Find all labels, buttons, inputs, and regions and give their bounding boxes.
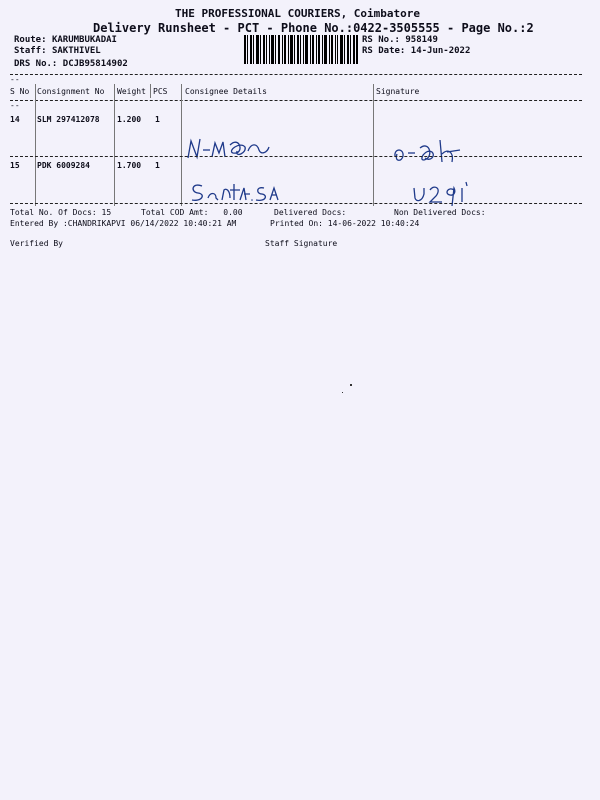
staff-signature-label: Staff Signature xyxy=(265,239,338,248)
col-header-sno: S No xyxy=(10,87,30,96)
column-header-divider xyxy=(10,100,582,101)
col-header-consignment: Consignment No xyxy=(37,87,105,96)
col-header-consignee: Consignee Details xyxy=(185,87,267,96)
table-bottom-divider xyxy=(10,203,582,204)
route-value: KARUMBUKADAI xyxy=(51,35,117,45)
column-divider xyxy=(373,84,374,206)
dash-marker: -- xyxy=(10,75,20,84)
row-pcs: 1 xyxy=(155,161,160,170)
row-weight: 1.200 xyxy=(117,115,142,124)
row-weight: 1.700 xyxy=(117,161,142,170)
rs-date-label: RS Date: xyxy=(362,46,406,56)
scan-speck xyxy=(342,392,343,393)
rs-date-value: 14-Jun-2022 xyxy=(410,46,471,56)
row-sno: 14 xyxy=(10,115,20,124)
dash-marker: -- xyxy=(10,101,20,110)
route-label: Route: xyxy=(14,35,47,45)
col-header-signature: Signature xyxy=(376,87,420,96)
total-cod-value: 0.00 xyxy=(223,208,243,217)
drs-value: DCJB95814902 xyxy=(62,59,128,69)
total-cod-label: Total COD Amt: xyxy=(141,208,209,217)
signature-handwriting xyxy=(392,138,472,166)
row-divider xyxy=(10,156,582,157)
consignee-handwriting xyxy=(185,133,285,163)
delivered-docs-label: Delivered Docs: xyxy=(274,208,347,217)
total-docs-label: Total No. Of Docs: xyxy=(10,208,97,217)
rs-no-value: 958149 xyxy=(405,35,438,45)
header-divider xyxy=(10,74,582,75)
rs-no-label: RS No.: xyxy=(362,35,400,45)
drs-label: DRS No.: xyxy=(14,59,58,69)
total-docs-value: 15 xyxy=(101,208,112,217)
col-header-weight: Weight xyxy=(117,87,146,96)
entered-by: Entered By :CHANDRIKAPVI 06/14/2022 10:40:21 AM xyxy=(10,219,237,228)
runsheet-title: Delivery Runsheet - PCT - Phone No.:0422-3505555 - Page No.:2 xyxy=(93,21,534,35)
printed-on: Printed On: 14-06-2022 10:40:24 xyxy=(270,219,420,228)
row-consignment: SLM 297412078 xyxy=(37,115,100,124)
staff-value: SAKTHIVEL xyxy=(51,46,101,56)
rs-date-field xyxy=(362,46,470,56)
row-consignment: PDK 6009284 xyxy=(37,161,90,170)
column-divider xyxy=(35,84,36,206)
route-field xyxy=(14,35,117,45)
verified-by-label: Verified By xyxy=(10,239,63,248)
consignee-handwriting xyxy=(188,180,288,204)
staff-field xyxy=(14,46,101,56)
row-sno: 15 xyxy=(10,161,20,170)
non-delivered-docs-label: Non Delivered Docs: xyxy=(394,208,486,217)
rs-no-field xyxy=(362,35,438,45)
total-cod xyxy=(141,208,243,217)
col-header-pcs: PCS xyxy=(153,87,168,96)
staff-label: Staff: xyxy=(14,46,47,56)
column-divider xyxy=(114,84,115,206)
total-docs xyxy=(10,208,111,217)
barcode-image xyxy=(244,35,358,64)
company-name: THE PROFESSIONAL COURIERS, Coimbatore xyxy=(175,7,421,20)
column-divider xyxy=(150,84,151,98)
column-divider xyxy=(181,84,182,206)
drs-field xyxy=(14,59,128,69)
scan-speck xyxy=(350,384,352,386)
row-pcs: 1 xyxy=(155,115,160,124)
